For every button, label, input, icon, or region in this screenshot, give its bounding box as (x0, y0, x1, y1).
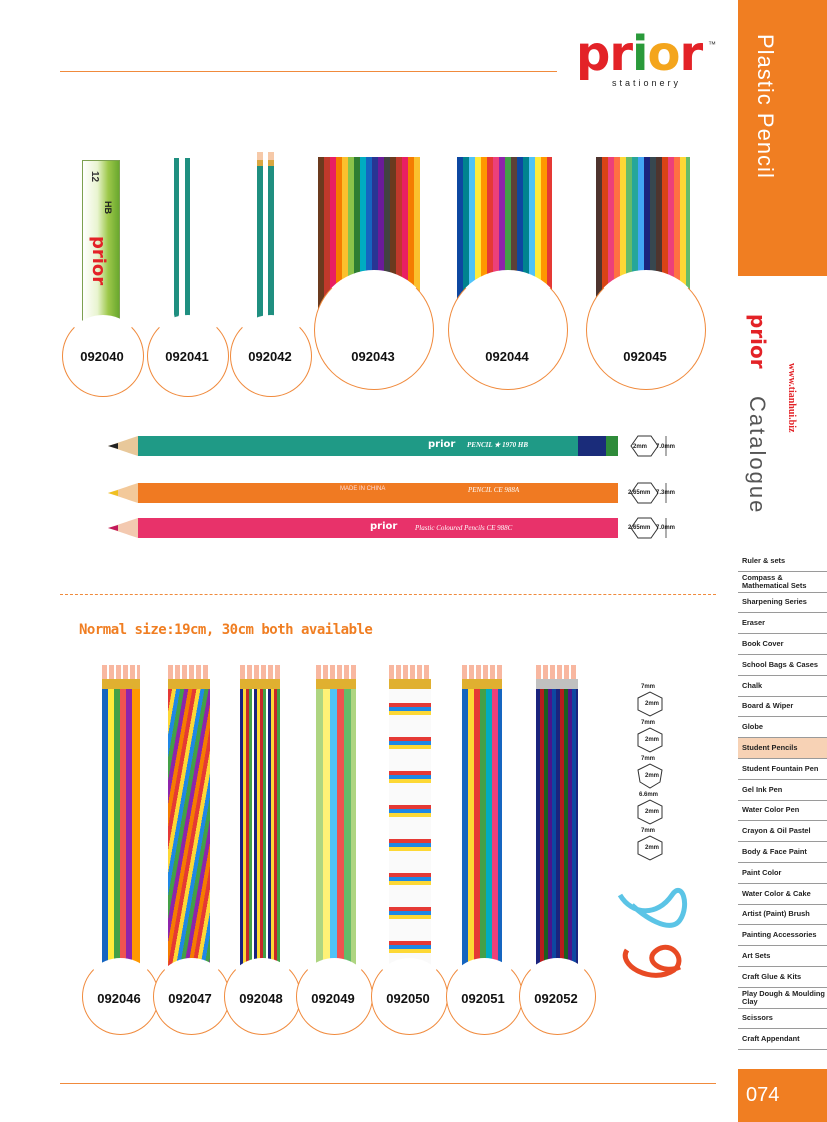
normal-size-note: Normal size:19cm, 30cm both available (79, 622, 373, 638)
profile-core-4: 2mm (645, 809, 660, 815)
pencil-3-brand: prior (370, 521, 398, 532)
sidebar-item[interactable]: Sharpening Series (738, 593, 827, 614)
sidebar-item[interactable]: Student Fountain Pen (738, 759, 827, 780)
sidebar-item[interactable]: Play Dough & Moulding Clay (738, 988, 827, 1009)
sidebar-item[interactable]: School Bags & Cases (738, 655, 827, 676)
product-code: 092048 (239, 991, 283, 1006)
pencil-1-brand: prior (428, 439, 456, 450)
sidebar-item[interactable]: Craft Glue & Kits (738, 967, 827, 988)
hex-dim-2: 7.3mm (656, 490, 676, 496)
prior-logo: prior (576, 26, 703, 82)
product-code: 092051 (461, 991, 505, 1006)
product-092052-image (536, 665, 578, 983)
product-code: 092050 (386, 991, 430, 1006)
profile-core-5: 2mm (645, 845, 660, 851)
bottom-rule (60, 1083, 716, 1084)
product-092051-image (462, 665, 502, 983)
side-logo: prior (746, 314, 770, 369)
hex-dim-3: 7.0mm (656, 525, 676, 531)
profile-core-3: 2mm (645, 773, 660, 779)
pencil-2-brand: MADE IN CHINA (340, 486, 386, 492)
pencil-box (82, 160, 120, 337)
code-circle-092043 (314, 270, 434, 390)
sidebar-item[interactable]: Board & Wiper (738, 697, 827, 718)
category-sidebar (738, 551, 827, 1050)
profile-core-1: 2mm (645, 701, 660, 707)
box-grade: HB (103, 201, 113, 214)
product-092047-image (168, 665, 210, 983)
sidebar-item[interactable]: Chalk (738, 676, 827, 697)
hex-core-2: 2.65mm (628, 490, 651, 496)
product-code: 092045 (623, 349, 667, 364)
sidebar-item[interactable]: Painting Accessories (738, 925, 827, 946)
product-code: 092046 (97, 991, 141, 1006)
side-url[interactable]: www.tianhui.biz (786, 363, 797, 433)
code-circle-092045 (586, 270, 706, 390)
hex-dim-1: 7.0mm (656, 444, 676, 450)
hex-core-1: 2mm (633, 444, 648, 450)
sidebar-item[interactable]: Body & Face Paint (738, 842, 827, 863)
hex-core-3: 2.65mm (628, 525, 651, 531)
sidebar-item[interactable]: Compass & Mathematical Sets (738, 572, 827, 593)
logo-tm: ™ (708, 40, 716, 49)
code-circle-092044 (448, 270, 568, 390)
sidebar-item[interactable]: Ruler & sets (738, 551, 827, 572)
sidebar-item[interactable]: Gel Ink Pen (738, 780, 827, 801)
sidebar-item-active[interactable]: Student Pencils (738, 738, 827, 759)
product-code: 092042 (248, 349, 292, 364)
sidebar-item[interactable]: Paint Color (738, 863, 827, 884)
sidebar-item[interactable]: Art Sets (738, 946, 827, 967)
profile-dim-2: 7mm (641, 720, 656, 726)
sidebar-item[interactable]: Crayon & Oil Pastel (738, 821, 827, 842)
profile-dim-5: 7mm (641, 828, 656, 834)
pencil-1-imprint: PENCIL ★ 1970 HB (467, 441, 529, 449)
sidebar-item[interactable]: Artist (Paint) Brush (738, 905, 827, 926)
sidebar-item[interactable]: Globe (738, 717, 827, 738)
pencil-2-imprint: PENCIL CE 988A (468, 486, 520, 494)
sidebar-item[interactable]: Scissors (738, 1009, 827, 1030)
sidebar-item[interactable]: Water Color & Cake (738, 884, 827, 905)
top-rule (60, 71, 557, 72)
profile-dim-3: 7mm (641, 756, 656, 762)
page-number: 074 (738, 1069, 827, 1122)
product-092049-image (316, 665, 356, 983)
product-code: 092049 (311, 991, 355, 1006)
product-code: 092052 (534, 991, 578, 1006)
logo-tagline: stationery (612, 78, 682, 88)
side-catalogue: Catalogue (745, 396, 770, 515)
product-code: 092040 (80, 349, 124, 364)
sidebar-item[interactable]: Eraser (738, 613, 827, 634)
product-092048-image (240, 665, 280, 983)
profile-core-2: 2mm (645, 737, 660, 743)
section-divider (60, 594, 716, 595)
pencil-3-imprint: Plastic Coloured Pencils CE 988C (415, 524, 513, 532)
product-code: 092047 (168, 991, 212, 1006)
box-logo: prior (88, 236, 109, 286)
product-092046-image (102, 665, 140, 983)
section-title: Plastic Pencil (753, 34, 778, 179)
product-code: 092044 (485, 349, 529, 364)
profile-dim-1: 7mm (641, 684, 656, 690)
sidebar-item[interactable]: Water Color Pen (738, 801, 827, 822)
profile-dim-4: 6.6mm (639, 792, 659, 798)
product-092050-image (389, 665, 431, 983)
flexible-pencils (612, 875, 692, 990)
product-092041-image (170, 158, 200, 330)
product-092042-image (253, 152, 283, 332)
product-code: 092043 (351, 349, 395, 364)
box-count: 12 (89, 171, 100, 183)
sidebar-item[interactable]: Book Cover (738, 634, 827, 655)
product-092040-image (82, 160, 122, 340)
sidebar-item[interactable]: Craft Appendant (738, 1029, 827, 1050)
product-code: 092041 (165, 349, 209, 364)
